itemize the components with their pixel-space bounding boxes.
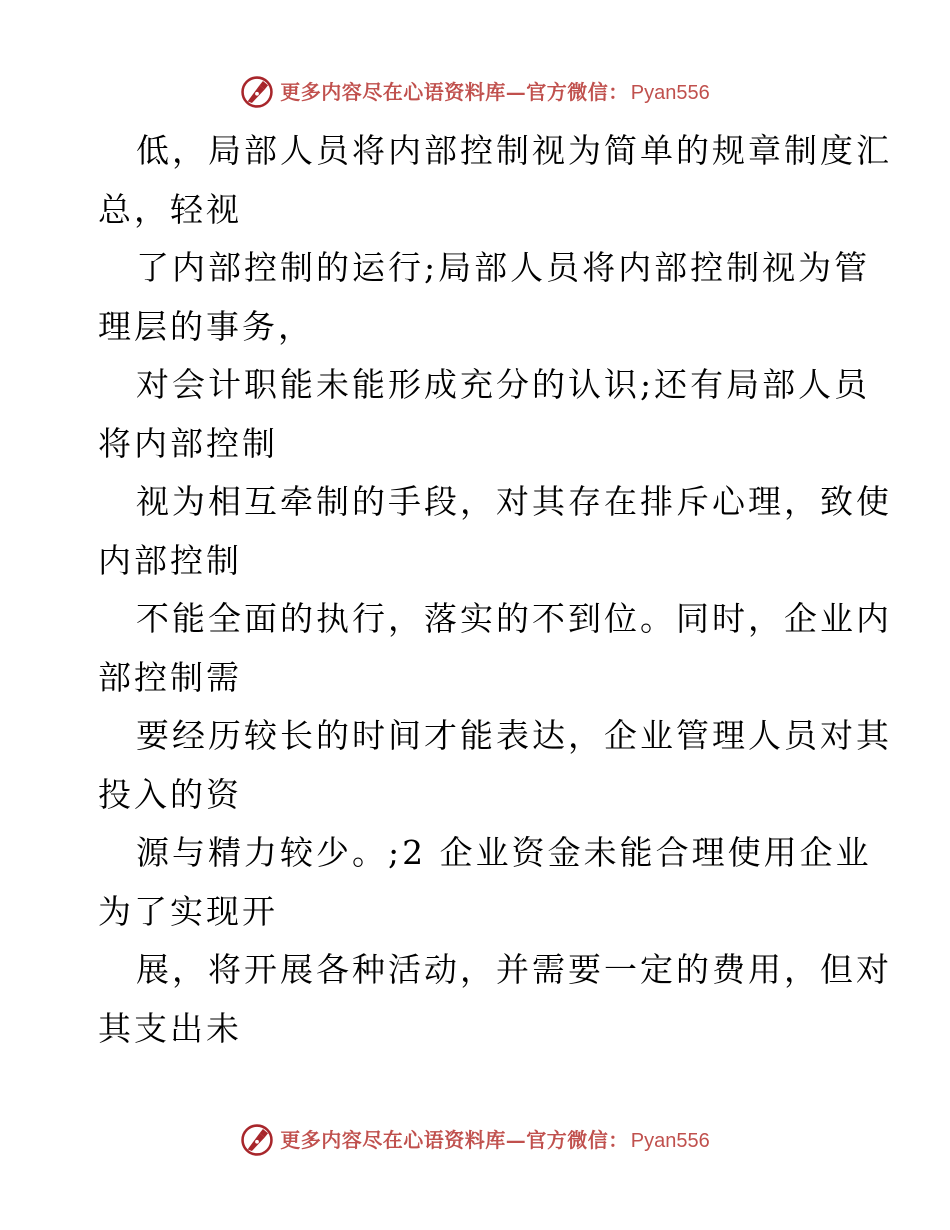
text-line: 不能全面的执行，落实的不到位。同时，企业内 (136, 599, 892, 638)
banner-wechat-id: Pyan556 (630, 81, 710, 104)
banner-brand-text: 更多内容尽在心语资料库—官方微信： (280, 79, 629, 104)
text-line: 其支出未 (98, 1008, 242, 1048)
text-line: 部控制需 (98, 657, 242, 697)
text-line: 了内部控制的运行;局部人员将内部控制视为管 (136, 248, 871, 287)
text-line: 视为相互牵制的手段，对其存在排斥心理，致使 (136, 482, 892, 521)
footer-banner (0, 1120, 950, 1160)
text-line: 要经历较长的时间才能表达，企业管理人员对其 (136, 716, 892, 755)
text-line: 将内部控制 (98, 423, 278, 463)
text-line: 对会计职能未能形成充分的认识;还有局部人员 (136, 365, 871, 404)
text-line: 源与精力较少。;2 企业资金未能合理使用企业 (136, 833, 872, 872)
document-body (98, 122, 892, 1058)
pen-nib-logo-icon (240, 1123, 274, 1157)
header-banner (0, 72, 950, 112)
text-line: 理层的事务， (98, 306, 314, 346)
text-line: 总，轻视 (98, 189, 242, 229)
text-line: 投入的资 (98, 774, 242, 814)
text-line: 为了实现开 (98, 891, 278, 931)
banner-brand-text: 更多内容尽在心语资料库—官方微信： (280, 1127, 629, 1152)
text-line: 低，局部人员将内部控制视为简单的规章制度汇 (136, 131, 892, 170)
pen-nib-logo-icon (240, 75, 274, 109)
banner-wechat-id: Pyan556 (630, 1129, 710, 1152)
text-line: 展，将开展各种活动，并需要一定的费用，但对 (136, 950, 892, 989)
text-line: 内部控制 (98, 540, 242, 580)
